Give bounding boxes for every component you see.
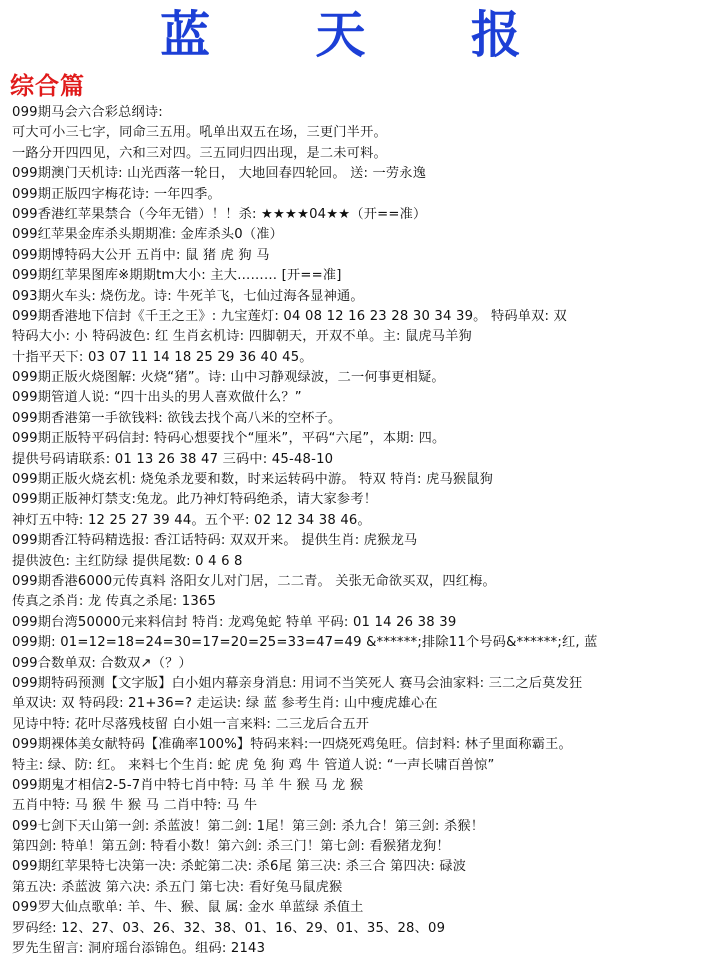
text-line: 099期香港第一手欲钱料: 欲钱去找个高八米的空杯子。 (12, 410, 342, 426)
text-line: 五肖中特: 马 猴 牛 猴 马 二肖中特: 马 牛 (12, 798, 258, 814)
text-line: 093期火车头: 烧伤龙。诗: 牛死羊飞，七仙过海各显神通。 (12, 288, 364, 304)
text-line: 099合数单双: 合数双↗（？） (12, 655, 192, 671)
text-line: 099期马会六合彩总纲诗: (12, 105, 163, 120)
text-line: 罗码经: 12、27、03、26、32、38、01、16、29、01、35、28、09 (12, 920, 446, 936)
text-line: 神灯五中特: 12 25 27 39 44。五个平: 02 12 34 38 46。 (12, 512, 371, 528)
text-line: 099期博特码大公开 五肖中: 鼠 猪 虎 狗 马 (12, 247, 270, 263)
text-line: 099期香港地下信封《千王之王》: 九宝莲灯: 04 08 12 16 23 28 30 34 39。 特码单双: 双 (12, 308, 567, 324)
text-line: 099期香江特码精选报: 香江话特码: 双双开来。 提供生肖: 虎猴龙马 (12, 533, 418, 549)
text-line: 099期特码预测【文字版】白小姐内幕亲身消息: 用词不当笑死人 赛马会油家料: 三二之后莫发狂 (12, 675, 583, 691)
text-line: 十指平天下: 03 07 11 14 18 25 29 36 40 45。 (12, 349, 313, 365)
text-line: 099期正版特平码信封: 特码心想要找个“厘米”，平码“六尾”，本期: 四。 (12, 431, 446, 447)
text-line: 提供波色: 主红防绿 提供尾数: 0 4 6 8 (12, 553, 243, 569)
text-line: 特主: 绿、防: 红。 来料七个生肖: 蛇 虎 兔 狗 鸡 牛 管道人说: “一声长啸百兽惊” (12, 757, 495, 773)
text-line: 传真之杀肖: 龙 传真之杀尾: 1365 (12, 594, 217, 610)
text-line: 099期红苹果特七决第一决: 杀蛇第二决: 杀6尾 第三决: 杀三合 第四决: 碌波 (12, 859, 467, 875)
text-line: 提供号码请联系: 01 13 26 38 47 三码中: 45-48-10 (12, 451, 334, 467)
text-line: 099期: 01=12=18=24=30=17=20=25=33=47=49 &******;排除11个号码&******;红, 蓝 (12, 635, 598, 651)
text-line: 可大可小三七字，同命三五用。吼单出双五在场，三更门半开。 (12, 125, 387, 141)
text-line: 见诗中特: 花叶尽落残枝留 白小姐一言来料: 二三龙后合五开 (12, 716, 370, 732)
text-line: 一路分开四四见，六和三对四。三五同归四出现，是二未可料。 (12, 145, 387, 161)
text-line: 099期正版火烧图解: 火烧“猪”。诗: 山中习静观绿波，二一何事更相疑。 (12, 370, 445, 386)
text-line: 099期红苹果图库※期期tm大小: 主大……… [开==准] (12, 268, 342, 284)
text-line: 099罗大仙点歌单: 羊、牛、猴、鼠 属: 金水 单蓝绿 杀值土 (12, 900, 364, 916)
text-line: 099期裸体美女献特码【准确率100%】特码来料:一四烧死鸡兔旺。信封料: 林子里面称霸王。 (12, 737, 572, 753)
text-line: 099香港红苹果禁合（今年无错）！！杀: ★★★★04★★（开==准） (12, 206, 427, 222)
text-line: 特码大小: 小 特码波色: 红 生肖玄机诗: 四脚朝天，开双不单。主: 鼠虎马羊狗 (12, 329, 472, 345)
text-line: 099期鬼才相信2-5-7肖中特七肖中特: 马 羊 牛 猴 马 龙 猴 (12, 777, 364, 793)
text-line: 第五决: 杀蓝波 第六决: 杀五门 第七决: 看好兔马鼠虎猴 (12, 879, 343, 895)
text-line: 099期管道人说: “四十出头的男人喜欢做什么？” (12, 390, 302, 406)
text-line: 099期正版四字梅花诗: 一年四季。 (12, 186, 221, 202)
text-line: 099期澳门天机诗: 山光西落一轮日， 大地回春四轮回。 送: 一劳永逸 (12, 166, 427, 182)
masthead-title: 蓝 天 报 (160, 5, 565, 64)
text-line: 099期台湾50000元来料信封 特肖: 龙鸡兔蛇 特单 平码: 01 14 26 38 39 (12, 614, 457, 630)
masthead (0, 2, 715, 68)
text-line: 099期香港6000元传真料 洛阳女儿对门居，二二青。 关张无命欲买双，四红梅。 (12, 573, 496, 589)
text-lines (12, 103, 708, 959)
text-line: 第四剑: 特单！第五剑: 特看小数！第六剑: 杀三门！第七剑: 看猴猪龙狗！ (12, 839, 450, 855)
text-line: 单双诀: 双 特码段: 21+36=? 走运诀: 绿 蓝 参考生肖: 山中瘦虎雄心在 (12, 696, 438, 712)
text-line: 罗先生留言: 洞府瑶台添锦色。组码: 2143 (12, 941, 266, 957)
text-line: 099七剑下天山第一剑: 杀蓝波！第二剑: 1尾！第三剑: 杀九合！第三剑: 杀猴！ (12, 818, 485, 834)
text-line: 099期正版神灯禁支:兔龙。此乃神灯特码绝杀，请大家参考！ (12, 492, 378, 508)
section-title: 综合篇 (10, 71, 85, 100)
text-line: 099红苹果金库杀头期期准: 金库杀头0（准） (12, 227, 283, 243)
text-line: 099期正版火烧玄机: 烧兔杀龙要和数，时来运转码中游。 特双 特肖: 虎马猴鼠狗 (12, 472, 494, 488)
